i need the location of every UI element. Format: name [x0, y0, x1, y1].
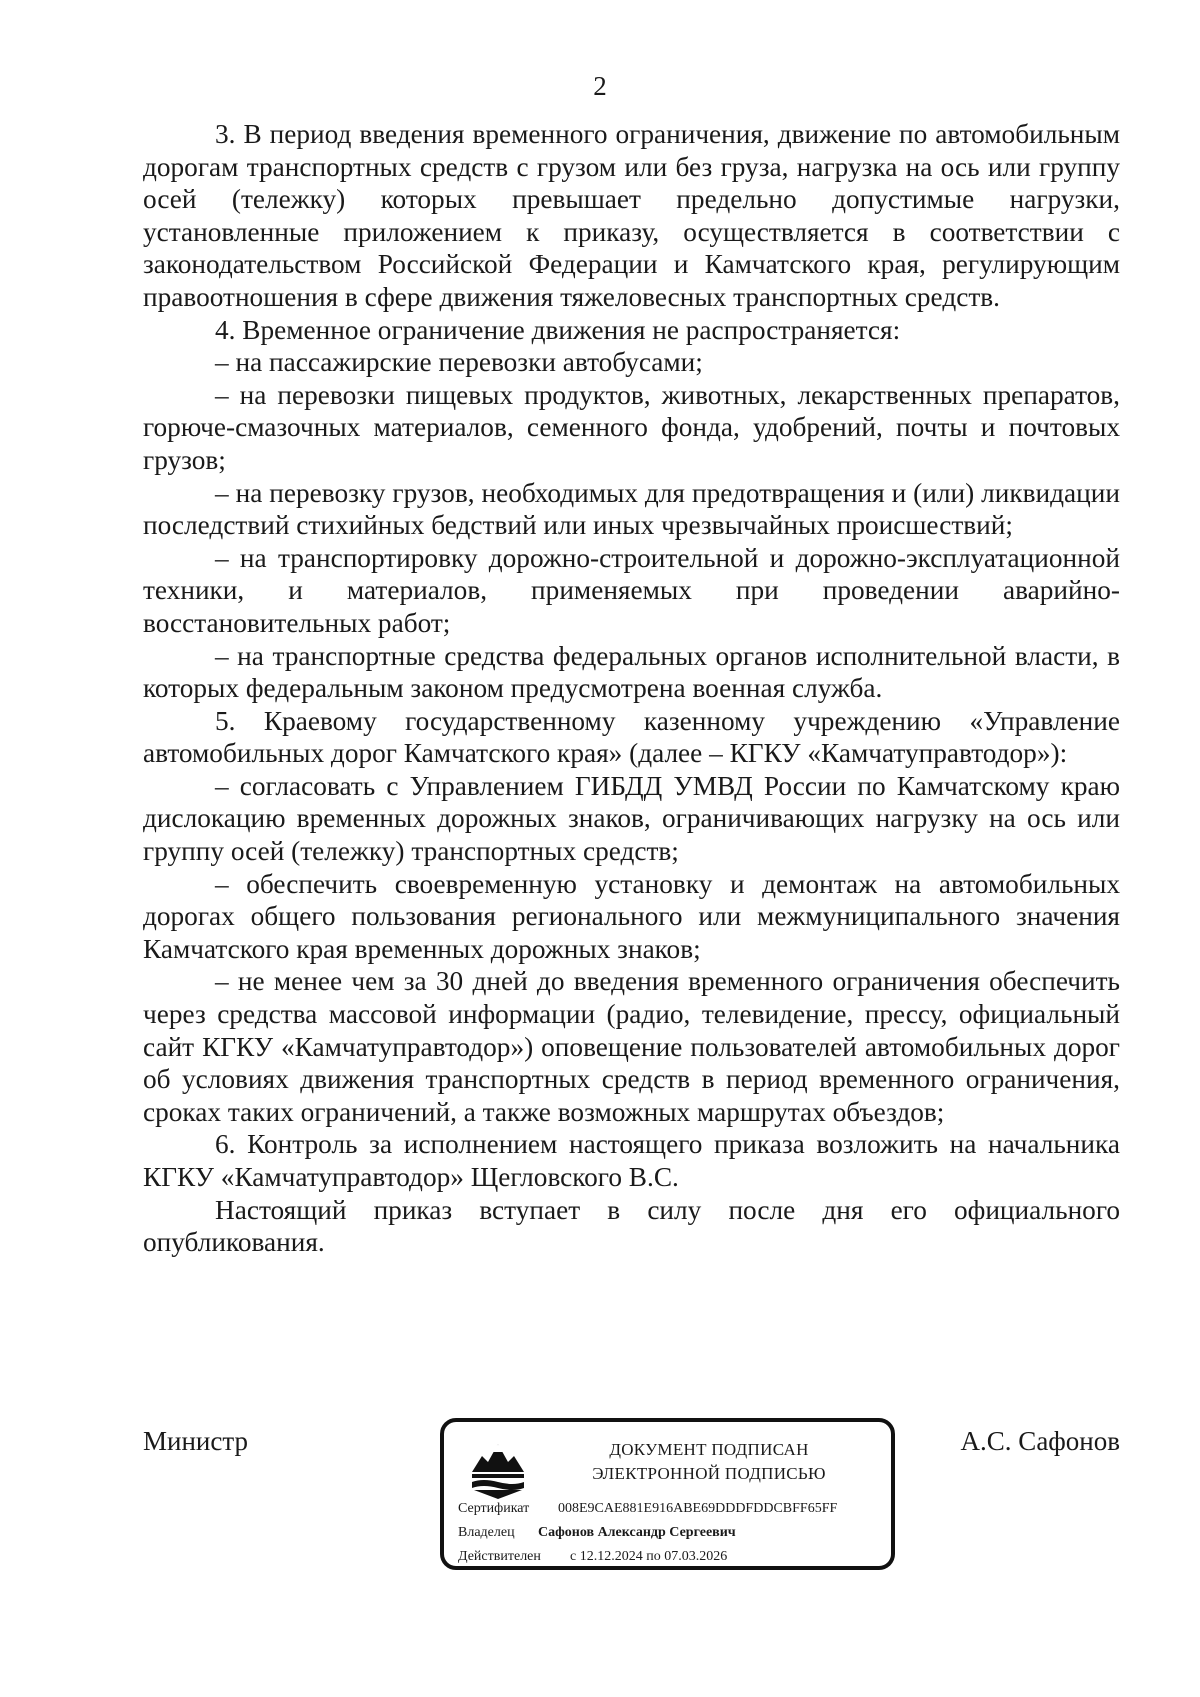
- task-coordinate: – согласовать с Управлением ГИБДД УМВД России по Камчатскому краю дислокацию временных дорожных знаков, ограничивающих нагрузку на ось или группу осей (тележку) транспортных средств;: [143, 770, 1120, 867]
- validity-label: Действителен: [458, 1549, 541, 1564]
- kamchatka-emblem-icon: [468, 1438, 528, 1500]
- exception-food: – на перевозки пищевых продуктов, животных, лекарственных препаратов, горюче-смазочных материалов, семенного фонда, удобрений, почты и почтовых грузов;: [143, 379, 1120, 475]
- certificate-value: 008E9CAE881E916ABE69DDDFDDCBFF65FF: [558, 1501, 838, 1516]
- task-notify: – не менее чем за 30 дней до введения временного ограничения обеспечить через средства массовой информации (радио, телевидение, прессу, официальный сайт КГКУ «Камчатуправтодор») оповещение пользователей автомобильных дорог об условиях движения транспортных средств в период временного ограничения, сроках таких ограничений, а также возможных маршрутах объездов;: [143, 966, 1120, 1127]
- stamp-header: [554, 1438, 864, 1486]
- owner-label: Владелец: [458, 1525, 515, 1540]
- exception-road-equipment: – на транспортировку дорожно-строительной и дорожно-эксплуатационной техники, и материалов, применяемых при проведении аварийно-восстановительных работ;: [143, 542, 1120, 638]
- paragraph-5: 5. Краевому государственному казенному учреждению «Управление автомобильных дорог Камчатского края» (далее – КГКУ «Камчатуправтодор»):: [143, 705, 1120, 769]
- validity-row: [458, 1548, 727, 1566]
- signatory-name: А.С. Сафонов: [960, 1426, 1120, 1456]
- validity-value: с 12.12.2024 по 07.03.2026: [570, 1549, 728, 1564]
- owner-row: [458, 1524, 736, 1542]
- certificate-label: Сертификат: [458, 1501, 530, 1516]
- signatory-title: Министр: [143, 1426, 248, 1456]
- task-install-signs: – обеспечить своевременную установку и демонтаж на автомобильных дорогах общего пользования регионального или межмуниципального значения Камчатского края временных дорожных знаков;: [143, 868, 1120, 964]
- paragraph-6: 6. Контроль за исполнением настоящего приказа возложить на начальника КГКУ «Камчатуправтодор» Щегловского В.С.: [143, 1129, 1120, 1192]
- e-signature-stamp: [440, 1418, 895, 1570]
- owner-value: Сафонов Александр Сергеевич: [538, 1525, 736, 1540]
- exception-buses: – на пассажирские перевозки автобусами;: [215, 347, 703, 378]
- paragraph-3: 3. В период введения временного ограничения, движение по автомобильным дорогам транспортных средств с грузом или без груза, нагрузка на ось или группу осей (тележку) которых превышает предельно допустимые нагрузки, установленные приложением к приказу, осуществляется в соответствии с законодательством Российской Федерации и Камчатского края, регулирующим правоотношения в сфере движения тяжеловесных транспортных средств.: [143, 119, 1120, 312]
- exception-emergency: – на перевозку грузов, необходимых для предотвращения и (или) ликвидации последствий стихийных бедствий или иных чрезвычайных происшествий;: [143, 477, 1120, 541]
- paragraph-4: 4. Временное ограничение движения не распространяется:: [215, 314, 901, 345]
- stamp-line-2: ЭЛЕКТРОННОЙ ПОДПИСЬЮ: [592, 1464, 826, 1483]
- effective-clause: Настоящий приказ вступает в силу после дня его официального опубликования.: [143, 1194, 1120, 1258]
- page-number: 2: [593, 71, 607, 101]
- stamp-line-1: ДОКУМЕНТ ПОДПИСАН: [609, 1440, 809, 1459]
- document-body: [143, 118, 1120, 1259]
- exception-military: – на транспортные средства федеральных органов исполнительной власти, в которых федеральным законом предусмотрена военная служба.: [143, 640, 1120, 704]
- certificate-row: [458, 1500, 837, 1518]
